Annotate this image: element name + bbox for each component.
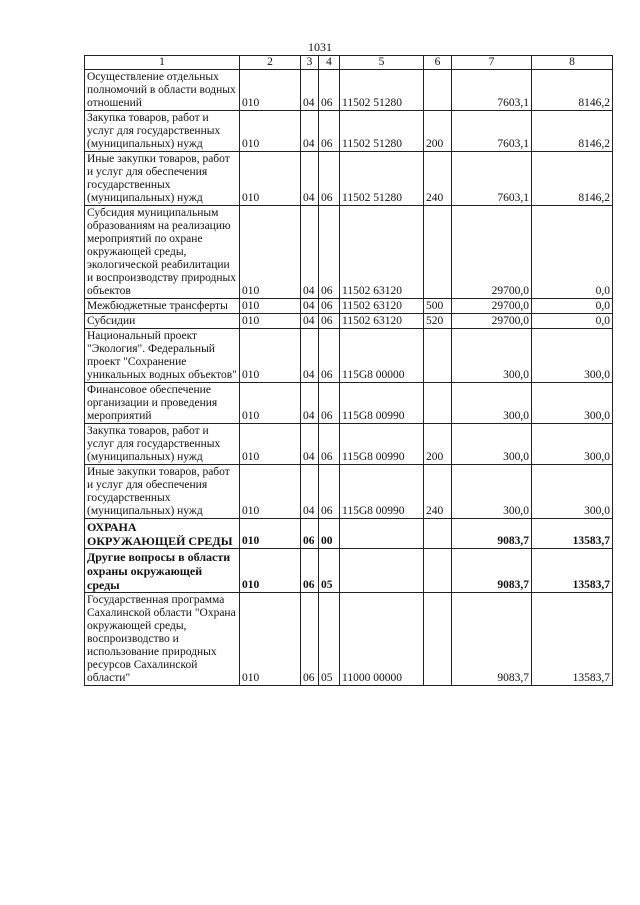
header-row xyxy=(85,56,613,70)
amount-year-1: 9083,7 xyxy=(452,593,532,686)
row-name: ОХРАНА ОКРУЖАЮЩЕЙ СРЕДЫ xyxy=(85,519,240,549)
table-row xyxy=(85,465,613,519)
amount-year-1: 300,0 xyxy=(452,383,532,424)
amount-year-2: 13583,7 xyxy=(532,519,613,549)
section-code: 04 xyxy=(301,299,319,314)
subsection-code: 06 xyxy=(319,206,340,299)
col-header-8: 8 xyxy=(532,56,613,70)
target-article: 115G8 00000 xyxy=(340,329,424,383)
expense-type xyxy=(424,593,452,686)
amount-year-1: 300,0 xyxy=(452,329,532,383)
section-code: 06 xyxy=(301,593,319,686)
page-number: 1031 xyxy=(308,40,332,54)
budget-code: 010 xyxy=(240,152,301,206)
expense-type: 240 xyxy=(424,152,452,206)
target-article: 11502 63120 xyxy=(340,206,424,299)
amount-year-1: 9083,7 xyxy=(452,519,532,549)
table-row xyxy=(85,593,613,686)
expense-type: 200 xyxy=(424,424,452,465)
target-article: 11502 63120 xyxy=(340,314,424,329)
table-row xyxy=(85,314,613,329)
expense-type: 240 xyxy=(424,465,452,519)
amount-year-1: 300,0 xyxy=(452,465,532,519)
table-row xyxy=(85,383,613,424)
expense-type: 520 xyxy=(424,314,452,329)
row-name: Межбюджетные трансферты xyxy=(85,299,240,314)
amount-year-1: 29700,0 xyxy=(452,314,532,329)
subsection-code: 05 xyxy=(319,549,340,593)
budget-code: 010 xyxy=(240,593,301,686)
subsection-code: 06 xyxy=(319,152,340,206)
expense-type: 200 xyxy=(424,111,452,152)
target-article: 11502 51280 xyxy=(340,111,424,152)
target-article: 11502 63120 xyxy=(340,299,424,314)
subsection-code: 06 xyxy=(319,424,340,465)
table-row xyxy=(85,111,613,152)
subsection-code: 06 xyxy=(319,70,340,111)
row-name: Субсидии xyxy=(85,314,240,329)
col-header-3: 3 xyxy=(301,56,319,70)
amount-year-2: 0,0 xyxy=(532,299,613,314)
amount-year-2: 300,0 xyxy=(532,329,613,383)
section-code: 04 xyxy=(301,111,319,152)
section-code: 04 xyxy=(301,70,319,111)
amount-year-2: 13583,7 xyxy=(532,549,613,593)
col-header-2: 2 xyxy=(240,56,301,70)
section-code: 04 xyxy=(301,329,319,383)
budget-code: 010 xyxy=(240,111,301,152)
budget-code: 010 xyxy=(240,383,301,424)
budget-code: 010 xyxy=(240,329,301,383)
section-code: 04 xyxy=(301,383,319,424)
subsection-code: 06 xyxy=(319,465,340,519)
amount-year-1: 7603,1 xyxy=(452,152,532,206)
amount-year-1: 7603,1 xyxy=(452,111,532,152)
section-code: 04 xyxy=(301,206,319,299)
expense-type: 500 xyxy=(424,299,452,314)
target-article: 115G8 00990 xyxy=(340,424,424,465)
expense-type xyxy=(424,519,452,549)
target-article xyxy=(340,549,424,593)
amount-year-2: 300,0 xyxy=(532,465,613,519)
section-code: 04 xyxy=(301,152,319,206)
amount-year-1: 29700,0 xyxy=(452,299,532,314)
expense-type xyxy=(424,549,452,593)
row-name: Другие вопросы в области охраны окружающей среды xyxy=(85,549,240,593)
budget-code: 010 xyxy=(240,424,301,465)
row-name: Национальный проект "Экология". Федеральный проект "Сохранение уникальных водных объектов" xyxy=(85,329,240,383)
target-article: 11502 51280 xyxy=(340,152,424,206)
subsection-code: 06 xyxy=(319,111,340,152)
budget-code: 010 xyxy=(240,465,301,519)
budget-code: 010 xyxy=(240,70,301,111)
target-article xyxy=(340,519,424,549)
target-article: 11000 00000 xyxy=(340,593,424,686)
expense-type xyxy=(424,206,452,299)
row-name: Государственная программа Сахалинской области "Охрана окружающей среды, воспроизводство и использование природных ресурсов Сахалинской области" xyxy=(85,593,240,686)
amount-year-1: 29700,0 xyxy=(452,206,532,299)
target-article: 115G8 00990 xyxy=(340,383,424,424)
expense-type xyxy=(424,383,452,424)
section-code: 06 xyxy=(301,519,319,549)
budget-code: 010 xyxy=(240,299,301,314)
table-row xyxy=(85,299,613,314)
table-row xyxy=(85,329,613,383)
subsection-code: 06 xyxy=(319,299,340,314)
row-name: Осуществление отдельных полномочий в области водных отношений xyxy=(85,70,240,111)
row-name: Закупка товаров, работ и услуг для государственных (муниципальных) нужд xyxy=(85,424,240,465)
section-code: 04 xyxy=(301,314,319,329)
col-header-6: 6 xyxy=(424,56,452,70)
budget-code: 010 xyxy=(240,519,301,549)
section-code: 06 xyxy=(301,549,319,593)
col-header-1: 1 xyxy=(85,56,240,70)
row-name: Иные закупки товаров, работ и услуг для обеспечения государственных (муниципальных) нужд xyxy=(85,465,240,519)
table-row xyxy=(85,206,613,299)
expense-type xyxy=(424,329,452,383)
row-name: Финансовое обеспечение организации и проведения мероприятий xyxy=(85,383,240,424)
row-name: Закупка товаров, работ и услуг для государственных (муниципальных) нужд xyxy=(85,111,240,152)
col-header-4: 4 xyxy=(319,56,340,70)
amount-year-2: 8146,2 xyxy=(532,111,613,152)
table-row xyxy=(85,70,613,111)
section-code: 04 xyxy=(301,424,319,465)
budget-code: 010 xyxy=(240,549,301,593)
amount-year-2: 300,0 xyxy=(532,424,613,465)
expense-type xyxy=(424,70,452,111)
target-article: 11502 51280 xyxy=(340,70,424,111)
amount-year-1: 300,0 xyxy=(452,424,532,465)
budget-table xyxy=(84,55,613,686)
table-row xyxy=(85,152,613,206)
amount-year-2: 13583,7 xyxy=(532,593,613,686)
amount-year-1: 9083,7 xyxy=(452,549,532,593)
col-header-7: 7 xyxy=(452,56,532,70)
amount-year-2: 8146,2 xyxy=(532,152,613,206)
amount-year-2: 0,0 xyxy=(532,206,613,299)
amount-year-2: 0,0 xyxy=(532,314,613,329)
subsection-code: 05 xyxy=(319,593,340,686)
subsection-code: 06 xyxy=(319,329,340,383)
subsection-code: 06 xyxy=(319,314,340,329)
amount-year-2: 8146,2 xyxy=(532,70,613,111)
table-row xyxy=(85,424,613,465)
budget-code: 010 xyxy=(240,314,301,329)
amount-year-2: 300,0 xyxy=(532,383,613,424)
subsection-code: 00 xyxy=(319,519,340,549)
table-row xyxy=(85,549,613,593)
subsection-code: 06 xyxy=(319,383,340,424)
row-name: Иные закупки товаров, работ и услуг для обеспечения государственных (муниципальных) нужд xyxy=(85,152,240,206)
table-row xyxy=(85,519,613,549)
budget-code: 010 xyxy=(240,206,301,299)
section-code: 04 xyxy=(301,465,319,519)
row-name: Субсидия муниципальным образованиям на реализацию мероприятий по охране окружающей среды, экологической реабилитации и воспроизводству природных объектов xyxy=(85,206,240,299)
amount-year-1: 7603,1 xyxy=(452,70,532,111)
target-article: 115G8 00990 xyxy=(340,465,424,519)
col-header-5: 5 xyxy=(340,56,424,70)
